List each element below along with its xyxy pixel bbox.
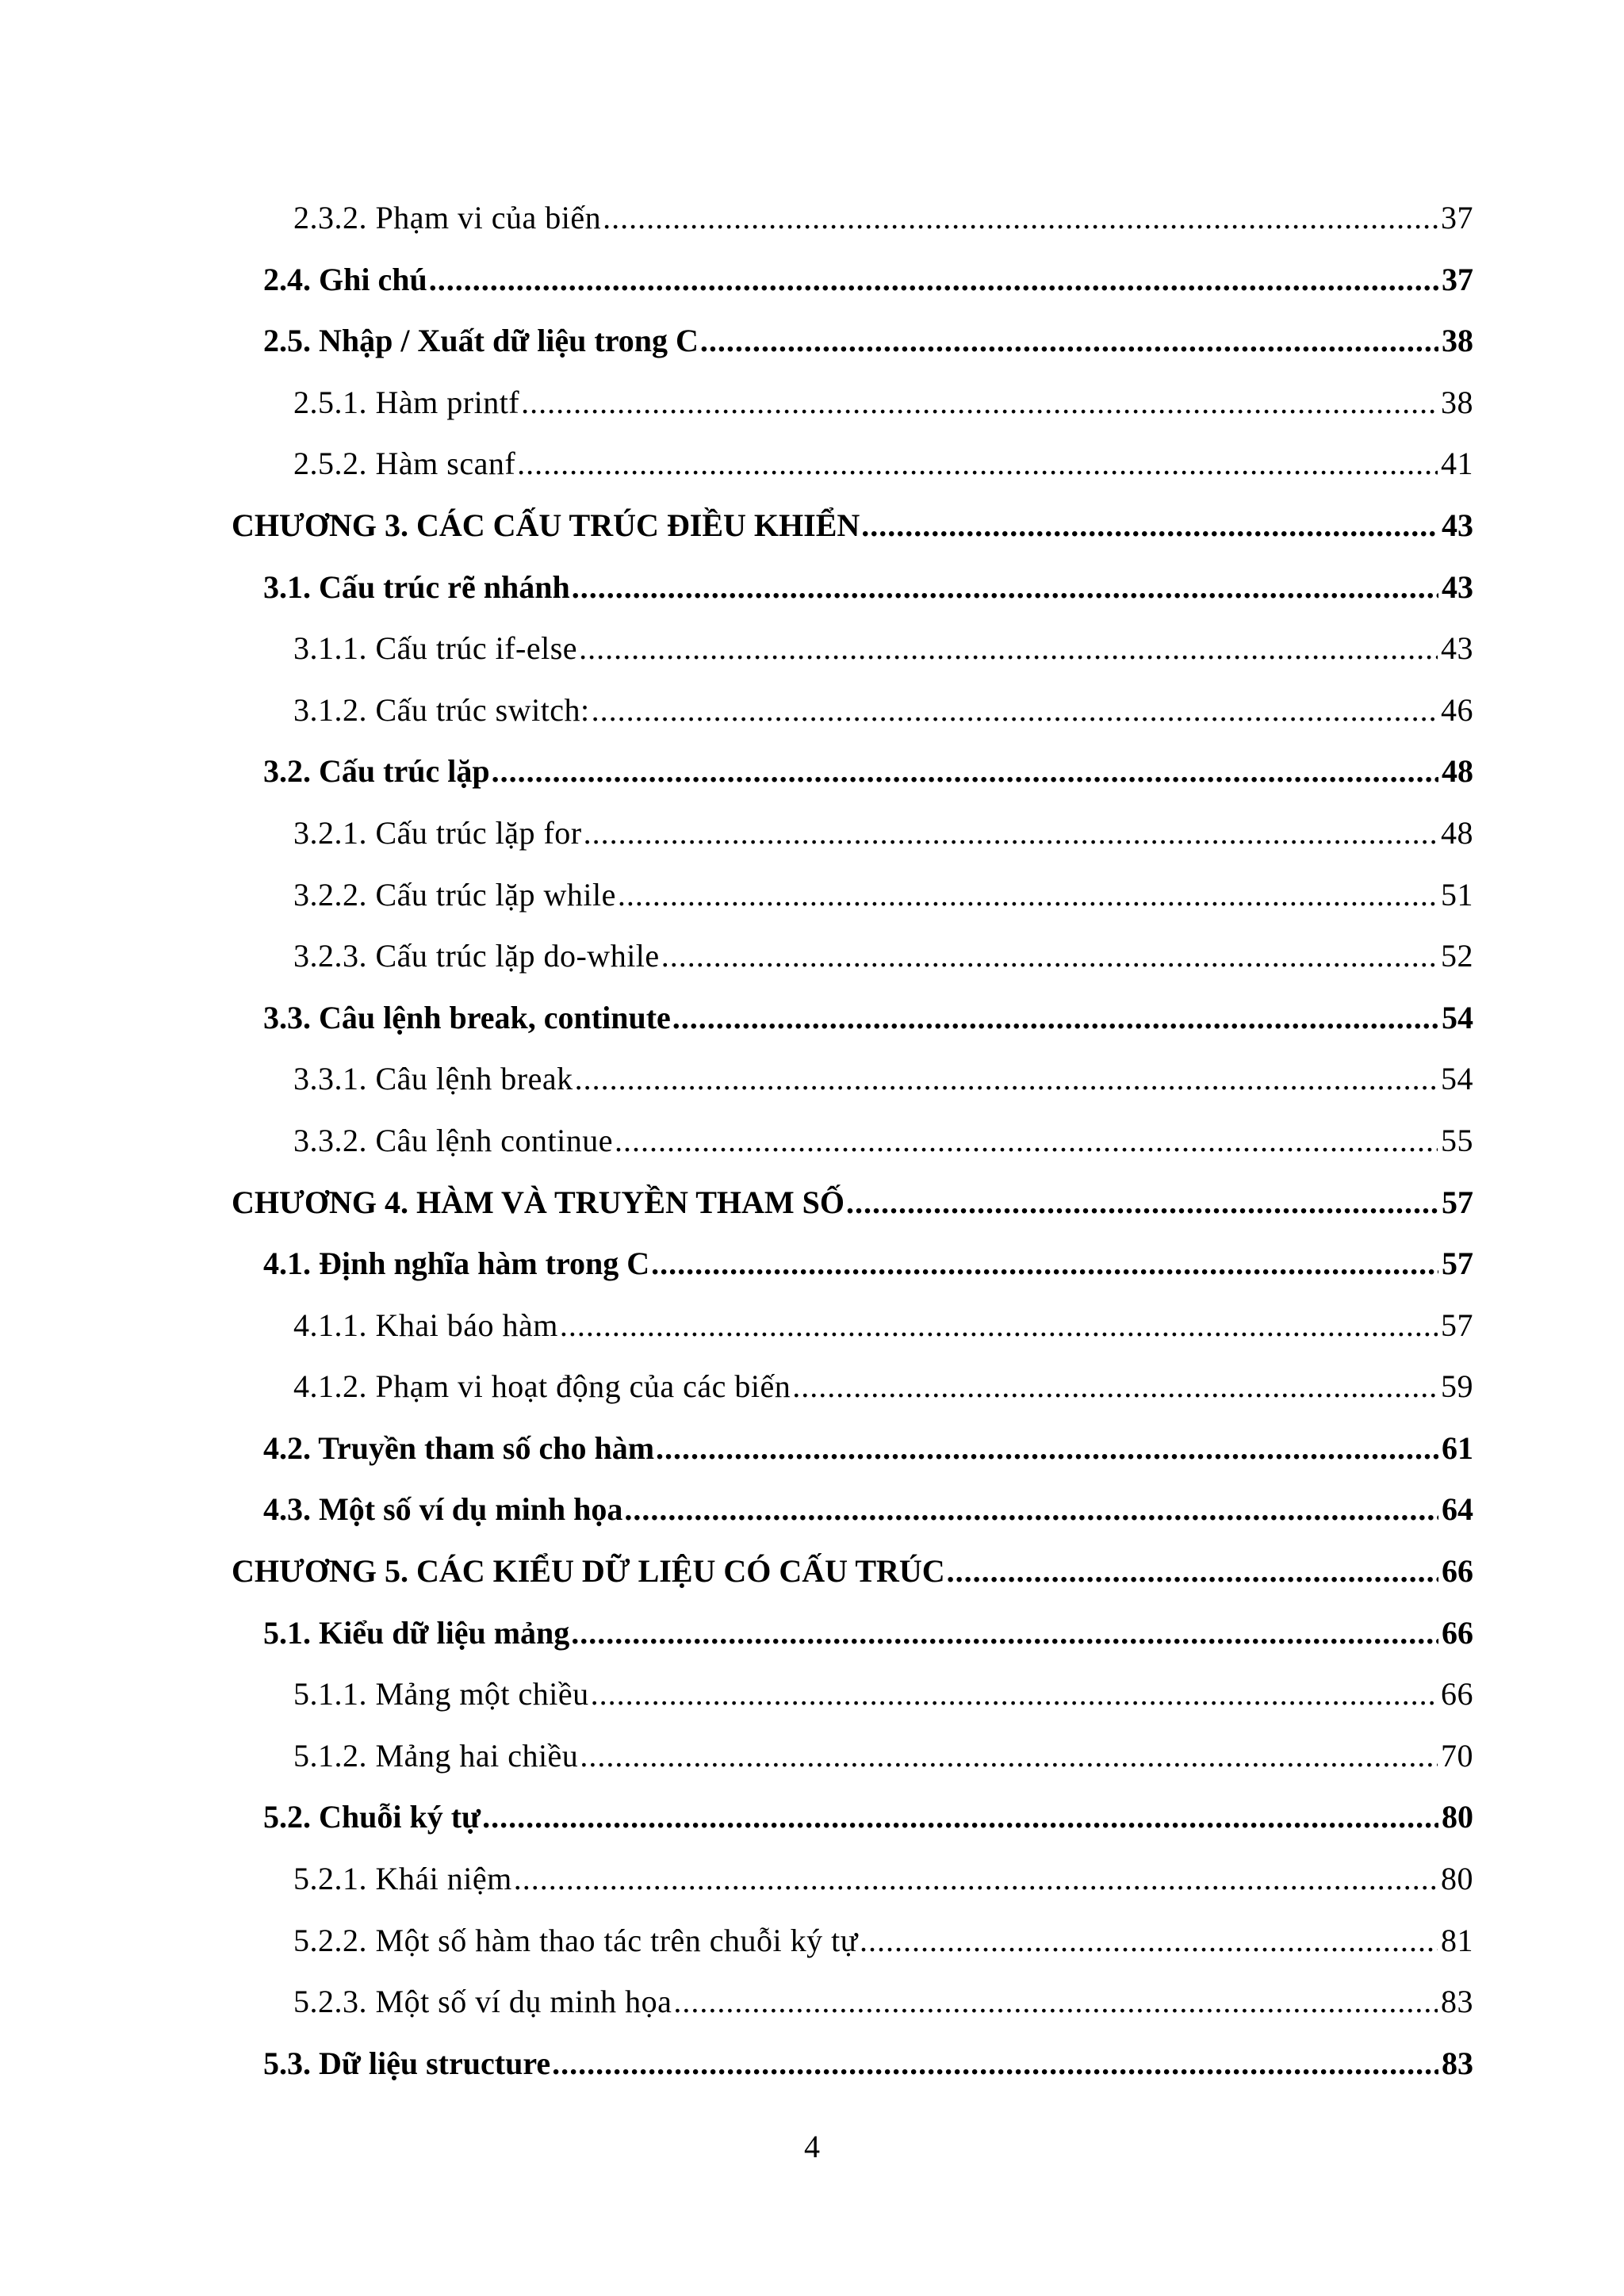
dot-leader [492,740,1438,802]
toc-entry-title: 3.1. Cấu trúc rẽ nhánh [263,568,570,605]
toc-entry-subsection[interactable] [232,1110,1473,1172]
toc-entry-title: 5.2.3. Một số ví dụ minh họa [293,1984,672,2020]
toc-entry-section[interactable] [232,987,1473,1049]
toc-entry-page: 80 [1441,1861,1473,1897]
toc-entry-title: 2.3.2. Phạm vi của biến [293,200,602,235]
dot-leader [624,1479,1438,1540]
toc-entry-page: 52 [1441,938,1473,974]
dot-leader [591,1663,1438,1725]
toc-entry-section[interactable] [232,1786,1473,1848]
toc-entry-title: 4.1. Định nghĩa hàm trong C [263,1246,650,1282]
toc-entry-page: 46 [1441,691,1473,728]
toc-entry-section[interactable] [232,2033,1473,2095]
toc-entry-page: 57 [1441,1307,1473,1343]
toc-entry-page: 66 [1442,1553,1473,1590]
toc-entry-subsection[interactable] [232,1971,1473,2033]
toc-entry-page: 57 [1442,1184,1473,1220]
toc-entry-subsection[interactable] [232,433,1473,495]
toc-entry-section[interactable] [232,310,1473,372]
dot-leader [429,249,1438,311]
toc-entry-section[interactable] [232,557,1473,618]
toc-entry-page: 70 [1441,1737,1473,1774]
toc-entry-chapter[interactable] [232,1540,1473,1602]
toc-entry-section[interactable] [232,740,1473,802]
toc-entry-page: 66 [1441,1676,1473,1712]
dot-leader [571,1602,1438,1664]
toc-entry-page: 38 [1441,384,1473,420]
toc-entry-section[interactable] [232,1418,1473,1479]
toc-entry-subsection[interactable] [232,1663,1473,1725]
dot-leader [672,987,1438,1049]
toc-entry-title: 3.3.1. Câu lệnh break [293,1061,573,1097]
toc-entry-subsection[interactable] [232,1910,1473,1972]
toc-entry-subsection[interactable] [232,802,1473,864]
toc-entry-page: 61 [1442,1429,1473,1466]
toc-entry-title: 4.1.1. Khai báo hàm [293,1307,558,1343]
toc-entry-page: 51 [1441,876,1473,913]
toc-entry-title: 5.1.2. Mảng hai chiều [293,1737,579,1774]
table-of-contents [232,187,1473,2094]
toc-entry-title: 5.1. Kiểu dữ liệu mảng [263,1614,570,1651]
toc-entry-page: 81 [1441,1922,1473,1958]
toc-entry-subsection[interactable] [232,1848,1473,1910]
toc-entry-title: CHƯƠNG 5. CÁC KIỂU DỮ LIỆU CÓ CẤU TRÚC [232,1553,945,1590]
toc-entry-title: 4.1.2. Phạm vi hoạt động của các biến [293,1368,791,1405]
toc-entry-page: 43 [1442,507,1473,543]
toc-entry-page: 83 [1441,1984,1473,2020]
toc-entry-section[interactable] [232,249,1473,311]
toc-entry-title: 5.3. Dữ liệu structure [263,2045,551,2081]
toc-entry-title: 5.2.1. Khái niệm [293,1861,512,1897]
dot-leader [700,310,1438,372]
toc-entry-chapter[interactable] [232,1172,1473,1234]
toc-entry-title: CHƯƠNG 4. HÀM VÀ TRUYỀN THAM SỐ [232,1184,845,1220]
toc-entry-page: 57 [1442,1246,1473,1282]
toc-entry-title: 2.5.1. Hàm printf [293,384,520,420]
dot-leader [592,679,1438,741]
toc-entry-page: 37 [1441,200,1473,235]
toc-entry-page: 43 [1442,568,1473,605]
dot-leader [673,1971,1438,2033]
dot-leader [618,864,1438,926]
toc-entry-title: 5.2. Chuỗi ký tự [263,1799,481,1835]
toc-entry-page: 37 [1442,261,1473,297]
toc-entry-page: 54 [1442,999,1473,1035]
page-number: 4 [804,2129,820,2164]
toc-entry-title: 3.1.2. Cấu trúc switch: [293,691,590,728]
toc-entry-subsection[interactable] [232,679,1473,741]
toc-entry-page: 55 [1441,1122,1473,1158]
toc-entry-page: 80 [1442,1799,1473,1835]
toc-entry-section[interactable] [232,1479,1473,1540]
toc-entry-title: 3.2.1. Cấu trúc lặp for [293,814,582,851]
toc-entry-page: 43 [1441,630,1473,667]
toc-entry-title: CHƯƠNG 3. CÁC CẤU TRÚC ĐIỀU KHIỂN [232,507,860,543]
toc-entry-title: 3.2. Cấu trúc lặp [263,753,490,790]
dot-leader [861,495,1438,557]
dot-leader [584,802,1438,864]
toc-entry-title: 2.5.2. Hàm scanf [293,446,516,482]
dot-leader [947,1540,1438,1602]
toc-entry-subsection[interactable] [232,925,1473,987]
toc-entry-subsection[interactable] [232,372,1473,434]
toc-entry-page: 38 [1442,323,1473,359]
dot-leader [580,1725,1438,1787]
dot-leader [615,1110,1438,1172]
toc-entry-title: 2.4. Ghi chú [263,261,427,297]
dot-leader [661,925,1438,987]
toc-entry-section[interactable] [232,1233,1473,1295]
dot-leader [552,2033,1438,2095]
toc-entry-title: 4.2. Truyền tham số cho hàm [263,1429,655,1466]
dot-leader [656,1418,1438,1479]
toc-entry-title: 3.3.2. Câu lệnh continue [293,1122,614,1158]
dot-leader [792,1356,1438,1418]
toc-entry-title: 3.2.2. Cấu trúc lặp while [293,876,616,913]
dot-leader [575,1048,1438,1110]
toc-entry-title: 2.5. Nhập / Xuất dữ liệu trong C [263,323,699,359]
toc-entry-title: 3.3. Câu lệnh break, continute [263,999,671,1035]
toc-entry-page: 83 [1442,2045,1473,2081]
dot-leader [860,1910,1438,1972]
toc-entry-page: 64 [1442,1491,1473,1528]
dot-leader [651,1233,1438,1295]
toc-entry-subsection[interactable] [232,1725,1473,1787]
dot-leader [514,1848,1438,1910]
dot-leader [521,372,1438,434]
dot-leader [482,1786,1438,1848]
toc-entry-subsection[interactable] [232,864,1473,926]
toc-entry-page: 48 [1442,753,1473,790]
toc-entry-title: 4.3. Một số ví dụ minh họa [263,1491,623,1528]
toc-entry-page: 41 [1441,446,1473,482]
toc-entry-section[interactable] [232,1602,1473,1664]
toc-entry-subsection[interactable] [232,1048,1473,1110]
toc-entry-page: 54 [1441,1061,1473,1097]
dot-leader [517,433,1438,495]
toc-entry-title: 3.2.3. Cấu trúc lặp do-while [293,938,660,974]
dot-leader [603,187,1438,249]
dot-leader [846,1172,1438,1234]
toc-entry-title: 5.1.1. Mảng một chiều [293,1676,589,1712]
toc-entry-subsection[interactable] [232,1356,1473,1418]
dot-leader [560,1295,1438,1357]
toc-entry-page: 48 [1441,814,1473,851]
toc-entry-subsection[interactable] [232,1295,1473,1357]
dot-leader [572,557,1438,618]
toc-entry-page: 66 [1442,1614,1473,1651]
toc-entry-chapter[interactable] [232,495,1473,557]
toc-entry-subsection[interactable] [232,187,1473,249]
dot-leader [579,618,1438,679]
toc-entry-title: 3.1.1. Cấu trúc if-else [293,630,578,667]
toc-entry-subsection[interactable] [232,618,1473,679]
toc-entry-page: 59 [1441,1368,1473,1405]
toc-entry-title: 5.2.2. Một số hàm thao tác trên chuỗi ký tự [293,1922,858,1958]
